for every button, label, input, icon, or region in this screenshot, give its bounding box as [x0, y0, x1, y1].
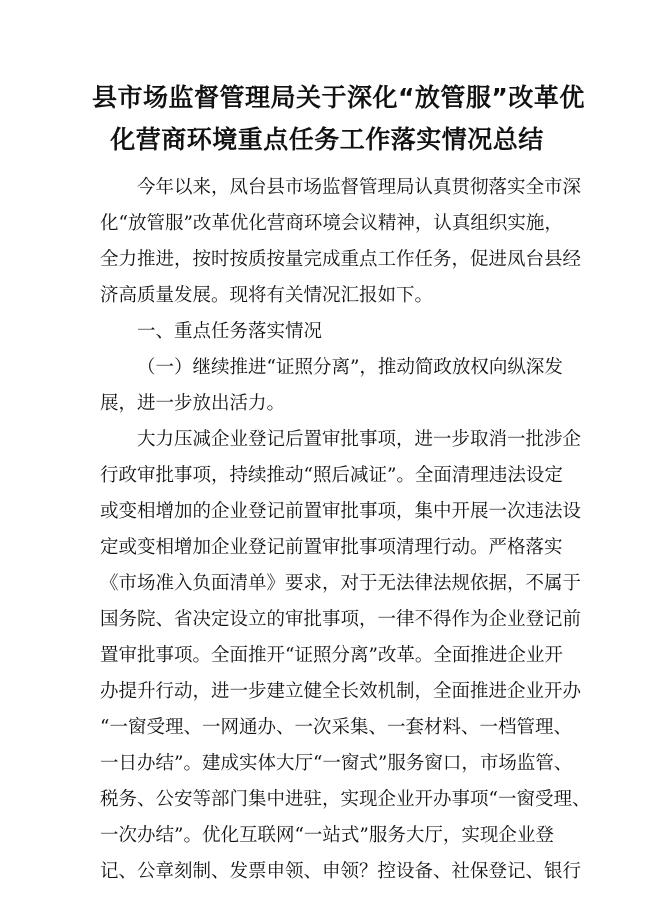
- paragraph-line: 定或变相增加企业登记前置审批事项清理行动。严格落实: [100, 537, 563, 558]
- paragraph-line: 或变相增加的企业登记前置审批事项，集中开展一次违法设: [100, 501, 582, 522]
- section-heading: 一、重点任务落实情况: [137, 321, 323, 342]
- paragraph-line: 一日办结”。建成实体大厅“一窗式”服务窗口，市场监管、: [100, 753, 573, 774]
- paragraph-line: 一次办结”。优化互联网“一站式”服务大厅，实现企业登: [100, 825, 554, 846]
- paragraph-line: 办提升行动，进一步建立健全长效机制，全面推进企业开办: [100, 681, 582, 702]
- paragraph-line: 济高质量发展。现将有关情况汇报如下。: [100, 285, 434, 306]
- paragraph-line: 大力压减企业登记后置审批事项，进一步取消一批涉企: [137, 429, 582, 450]
- paragraph-line: “一窗受理、一网通办、一次采集、一套材料、一档管理、: [100, 717, 572, 738]
- paragraph-line: 记、公章刻制、发票申领、申领？控设备、社保登记、银行: [100, 861, 582, 882]
- subsection-heading-line: 展，进一步放出活力。: [100, 393, 286, 414]
- paragraph-line: 置审批事项。全面推开“证照分离”改革。全面推进企业开: [100, 645, 563, 666]
- paragraph-line: 国务院、省决定设立的审批事项，一律不得作为企业登记前: [100, 609, 582, 630]
- paragraph-line: 今年以来，凤台县市场监督管理局认真贯彻落实全市深: [137, 177, 582, 198]
- subsection-heading-line: （一）继续推进“证照分离”，推动简政放权向纵深发: [137, 357, 563, 378]
- paragraph-line: 化“放管服”改革优化营商环境会议精神，认真组织实施，: [100, 213, 563, 234]
- paragraph-line: 《市场准入负面清单》要求，对于无法律法规依据，不属于: [100, 573, 582, 594]
- paragraph-line: 税务、公安等部门集中进驻，实现企业开办事项“一窗受理、: [100, 789, 591, 810]
- paragraph-line: 全力推进，按时按质按量完成重点工作任务，促进凤台县经: [100, 249, 582, 270]
- paragraph-line: 行政审批事项，持续推动“照后减证”。全面清理违法设定: [100, 465, 563, 486]
- document-title-line-2: 化营商环境重点任务工作落实情况总结: [110, 125, 544, 154]
- document-title-line-1: 县市场监督管理局关于深化“放管服”改革优: [92, 83, 585, 112]
